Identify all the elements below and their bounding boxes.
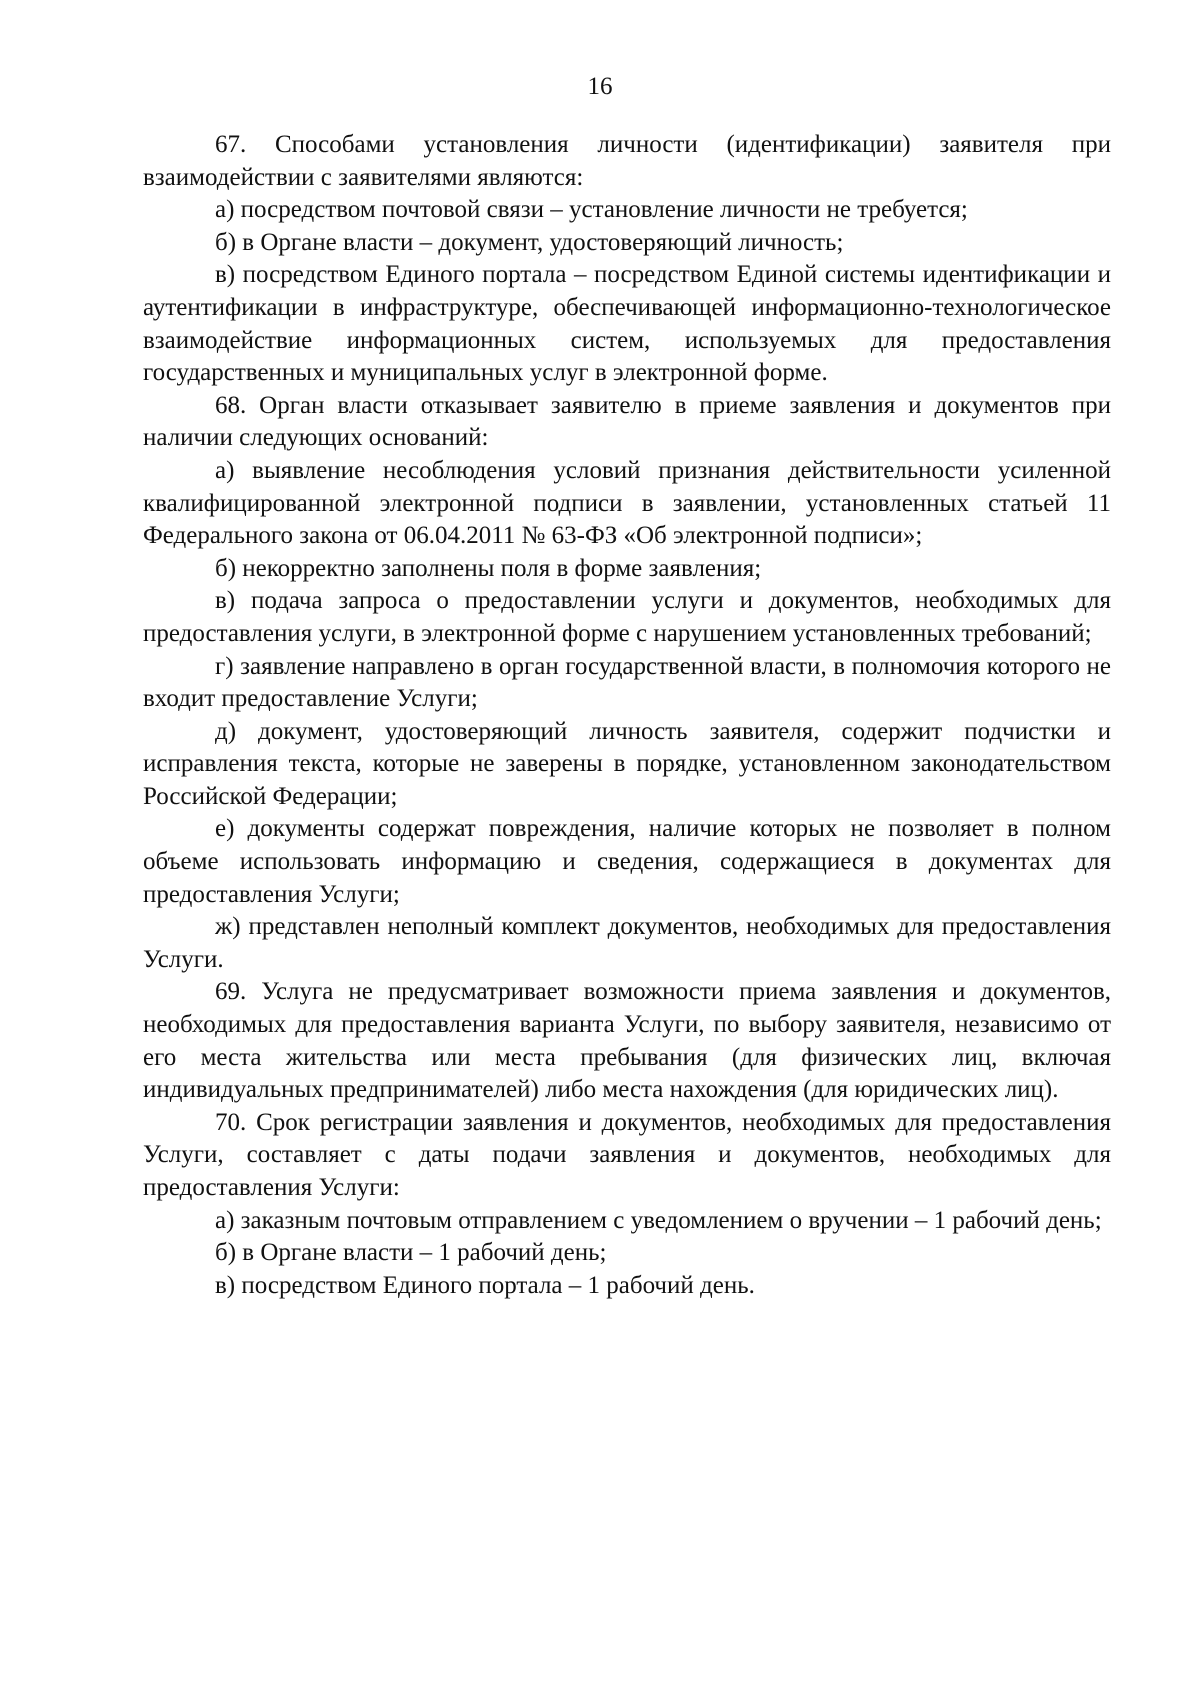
clause-68-item-v: в) подача запроса о предоставлении услуги и документов, необходимых для предоставления услуги, в электронной форме с нарушением установленных требований;: [143, 587, 1111, 647]
document-body: [143, 129, 1111, 1302]
page-number: 16: [587, 73, 613, 100]
clause-68-item-d: д) документ, удостоверяющий личность заявителя, содержит подчистки и исправления текста, которые не заверены в порядке, установленном законодательством Российской Федерации;: [143, 717, 1111, 810]
clause-68-item-e: е) документы содержат повреждения, наличие которых не позволяет в полном объеме использовать информацию и сведения, содержащиеся в документах для предоставления Услуги;: [143, 815, 1111, 908]
clause-67-item-v: в) посредством Единого портала – посредством Единой системы идентификации и аутентификации в инфраструктуре, обеспечивающей информационно-технологическое взаимодействие информационных систем, используемых для предоставления государственных и муниципальных услуг в электронной форме.: [143, 261, 1111, 387]
clause-68-item-g: г) заявление направлено в орган государственной власти, в полномочия которого не входит предоставление Услуги;: [143, 652, 1111, 713]
clause-67-intro: 67. Способами установления личности (идентификации) заявителя при взаимодействии с заявителями являются:: [143, 131, 1111, 191]
clause-68-item-zh: ж) представлен неполный комплект документов, необходимых для предоставления Услуги.: [143, 913, 1111, 973]
clause-68-item-b: б) некорректно заполнены поля в форме заявления;: [215, 554, 762, 582]
clause-70-item-b: б) в Органе власти – 1 рабочий день;: [215, 1239, 607, 1267]
clause-69: 69. Услуга не предусматривает возможности приема заявления и документов, необходимых для предоставления варианта Услуги, по выбору заявителя, независимо от его места жительства или места пребывания (для физических лиц, включая индивидуальных предпринимателей) либо места нахождения (для юридических лиц).: [143, 978, 1111, 1104]
clause-67-item-a: а) посредством почтовой связи – установление личности не требуется;: [215, 196, 968, 224]
clause-68-item-a: а) выявление несоблюдения условий признания действительности усиленной квалифицированной электронной подписи в заявлении, установленных статьей 11 Федерального закона от 06.04.2011 № 63-ФЗ «Об электронной подписи»;: [143, 456, 1111, 550]
clause-70-intro: 70. Срок регистрации заявления и документов, необходимых для предоставления Услуги, составляет с даты подачи заявления и документов, необходимых для предоставления Услуги:: [143, 1108, 1111, 1201]
clause-70-item-v: в) посредством Единого портала – 1 рабочий день.: [215, 1271, 755, 1299]
clause-70-item-a: а) заказным почтовым отправлением с уведомлением о вручении – 1 рабочий день;: [215, 1206, 1102, 1234]
clause-67-item-b: б) в Органе власти – документ, удостоверяющий личность;: [215, 228, 844, 256]
clause-68-intro: 68. Орган власти отказывает заявителю в приеме заявления и документов при наличии следующих оснований:: [143, 391, 1111, 452]
